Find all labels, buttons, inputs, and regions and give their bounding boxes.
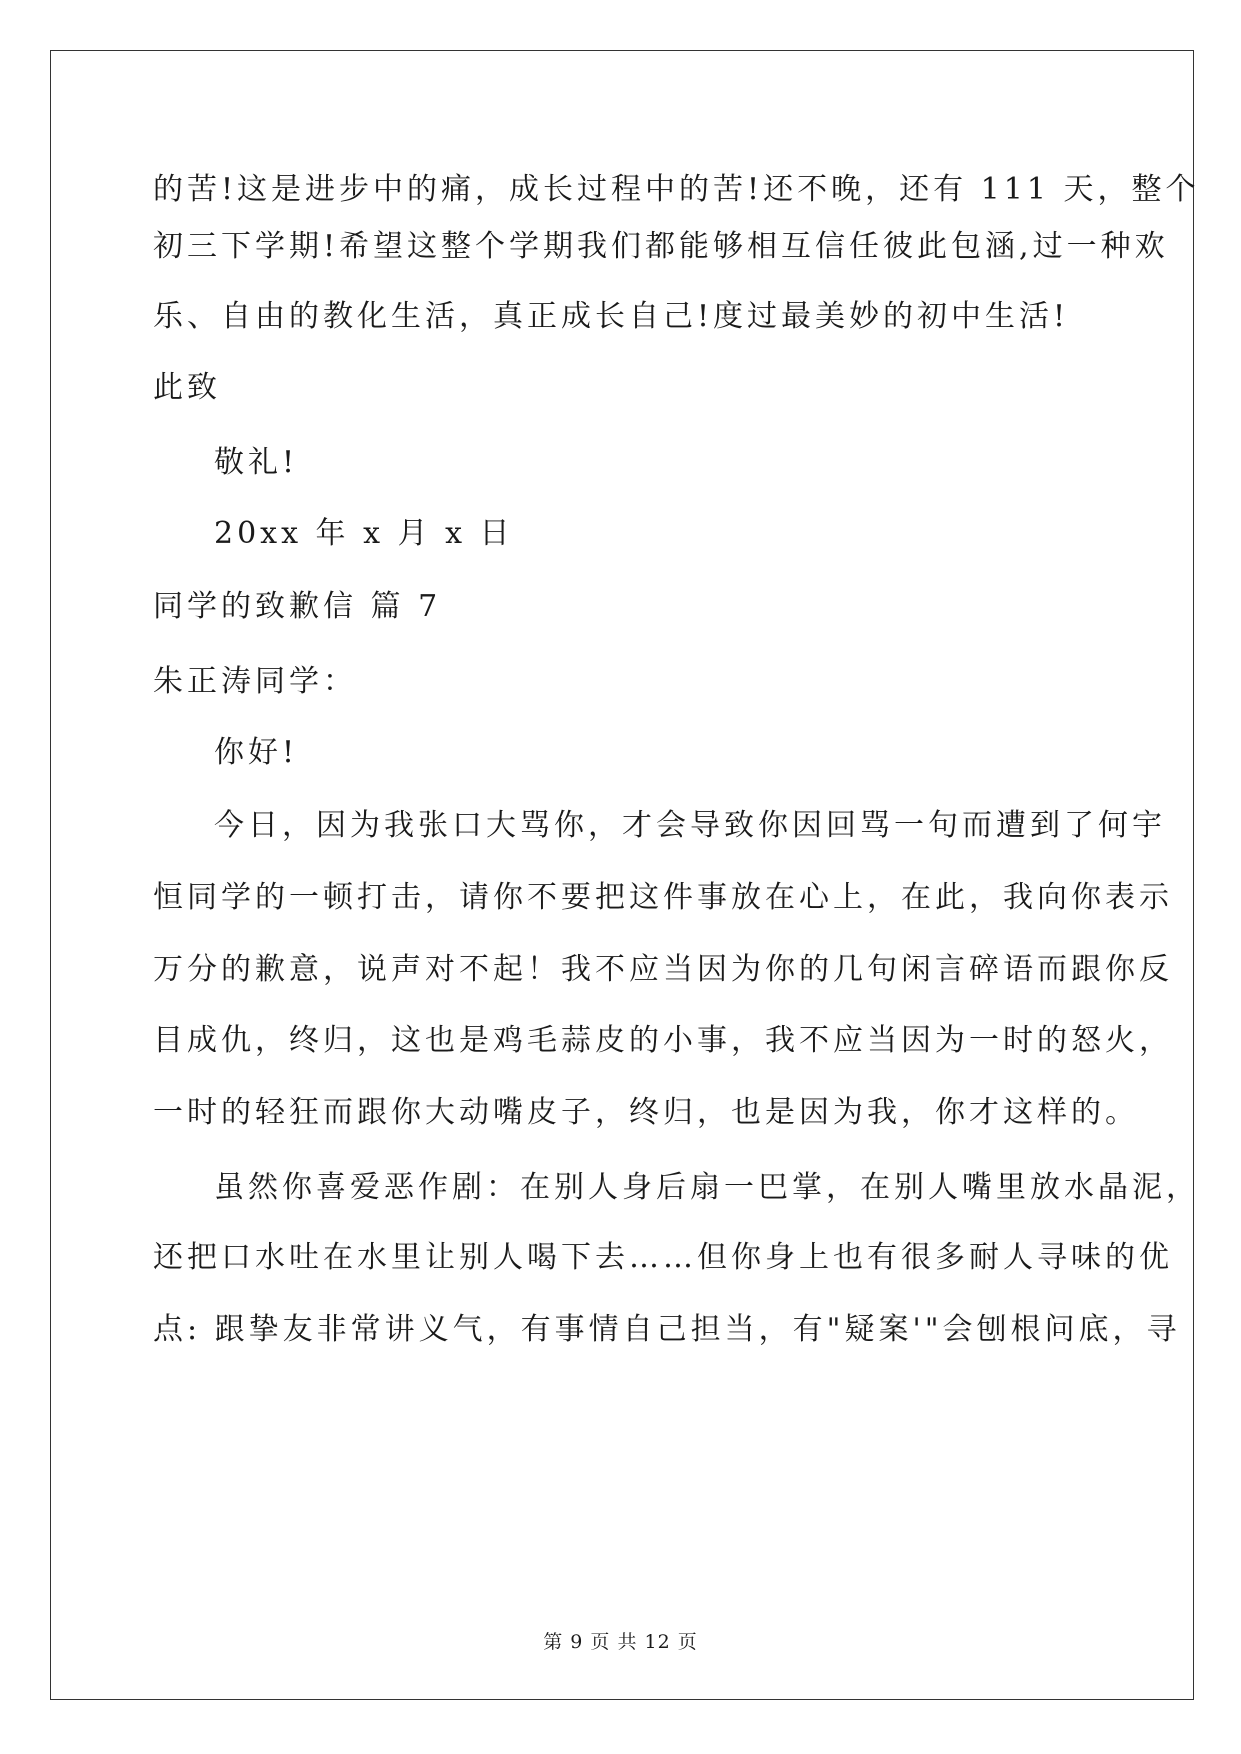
body-text-line: 一时的轻狂而跟你大动嘴皮子，终归，也是因为我，你才这样的。 (153, 1095, 1139, 1130)
greeting: 你好! (214, 735, 299, 770)
letter-date: 20xx 年 x 月 x 日 (214, 516, 514, 551)
body-text-line: 目成仇，终归，这也是鸡毛蒜皮的小事，我不应当因为一时的怒火， (153, 1023, 1173, 1058)
body-text-line: 今日，因为我张口大骂你，才会导致你因回骂一句而遭到了何宇 (214, 808, 1166, 843)
page-number-footer: 第 9 页 共 12 页 (543, 1631, 698, 1653)
body-text-line: 点: 跟挚友非常讲义气，有事情自己担当，有"疑案'"会刨根问底，寻 (153, 1312, 1181, 1347)
salutation-closing: 敬礼! (214, 445, 299, 480)
body-text-line: 还把口水吐在水里让别人喝下去……但你身上也有很多耐人寻味的优 (153, 1240, 1173, 1275)
body-text-line: 初三下学期!希望这整个学期我们都能够相互信任彼此包涵,过一种欢 (153, 229, 1169, 264)
body-text-line: 虽然你喜爱恶作剧：在别人身后扇一巴掌，在别人嘴里放水晶泥， (214, 1170, 1200, 1205)
body-text-line: 乐、自由的教化生活，真正成长自己!度过最美妙的初中生活! (153, 299, 1070, 334)
letter-recipient: 朱正涛同学： (153, 664, 357, 699)
section-heading: 同学的致歉信 篇 7 (153, 589, 442, 624)
body-text-line: 的苦!这是进步中的痛，成长过程中的苦!还不晚，还有 111 天，整个 (153, 172, 1200, 207)
body-text-line: 万分的歉意，说声对不起！我不应当因为你的几句闲言碎语而跟你反 (153, 952, 1173, 987)
closing-phrase: 此致 (153, 370, 221, 405)
body-text-line: 恒同学的一顿打击，请你不要把这件事放在心上，在此，我向你表示 (153, 880, 1173, 915)
